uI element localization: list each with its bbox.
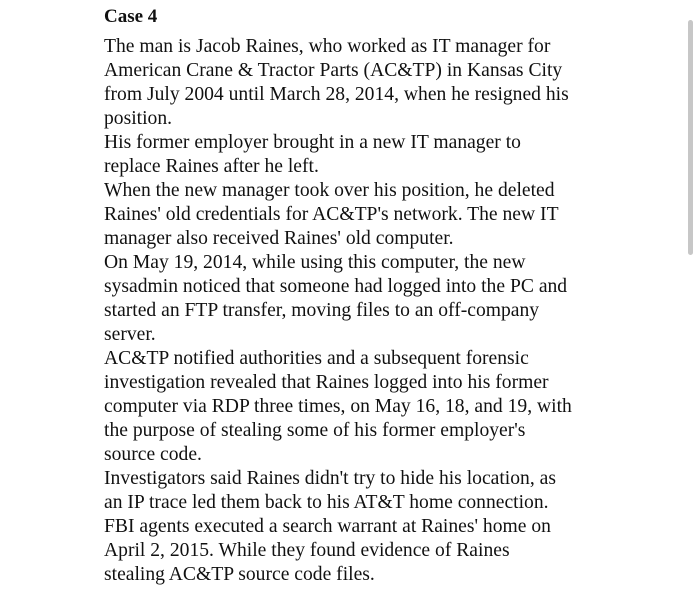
- text-line: replace Raines after he left.: [104, 156, 319, 177]
- text-line: Raines' old credentials for AC&TP's network. The new IT: [104, 204, 559, 225]
- text-line: FBI agents executed a search warrant at Raines' home on: [104, 516, 551, 537]
- text-line: computer via RDP three times, on May 16, 18, and 19, with: [104, 396, 572, 417]
- text-line: from July 2004 until March 28, 2014, when he resigned his: [104, 84, 569, 105]
- vertical-scrollbar[interactable]: [688, 20, 693, 255]
- text-line: started an FTP transfer, moving files to an off-company: [104, 300, 540, 321]
- text-line: position.: [104, 108, 173, 129]
- text-line: server.: [104, 324, 156, 345]
- text-line: source code.: [104, 444, 202, 465]
- text-line: April 2, 2015. While they found evidence of Raines: [104, 540, 510, 561]
- text-line: manager also received Raines' old computer.: [104, 228, 454, 249]
- text-line: AC&TP notified authorities and a subsequent forensic: [104, 348, 529, 369]
- case-title: Case 4: [104, 6, 158, 27]
- text-line: Investigators said Raines didn't try to hide his location, as: [104, 468, 556, 489]
- text-line: On May 19, 2014, while using this computer, the new: [104, 252, 526, 273]
- text-line: an IP trace led them back to his AT&T home connection.: [104, 492, 549, 513]
- text-line: investigation revealed that Raines logged into his former: [104, 372, 549, 393]
- text-line: American Crane & Tractor Parts (AC&TP) in Kansas City: [104, 60, 563, 81]
- text-line: When the new manager took over his position, he deleted: [104, 180, 555, 201]
- text-line: sysadmin noticed that someone had logged into the PC and: [104, 276, 568, 297]
- text-line: stealing AC&TP source code files.: [104, 564, 375, 585]
- text-line: The man is Jacob Raines, who worked as IT manager for: [104, 36, 551, 57]
- text-line: His former employer brought in a new IT manager to: [104, 132, 521, 153]
- text-line: the purpose of stealing some of his former employer's: [104, 420, 526, 441]
- document-body: [104, 6, 679, 587]
